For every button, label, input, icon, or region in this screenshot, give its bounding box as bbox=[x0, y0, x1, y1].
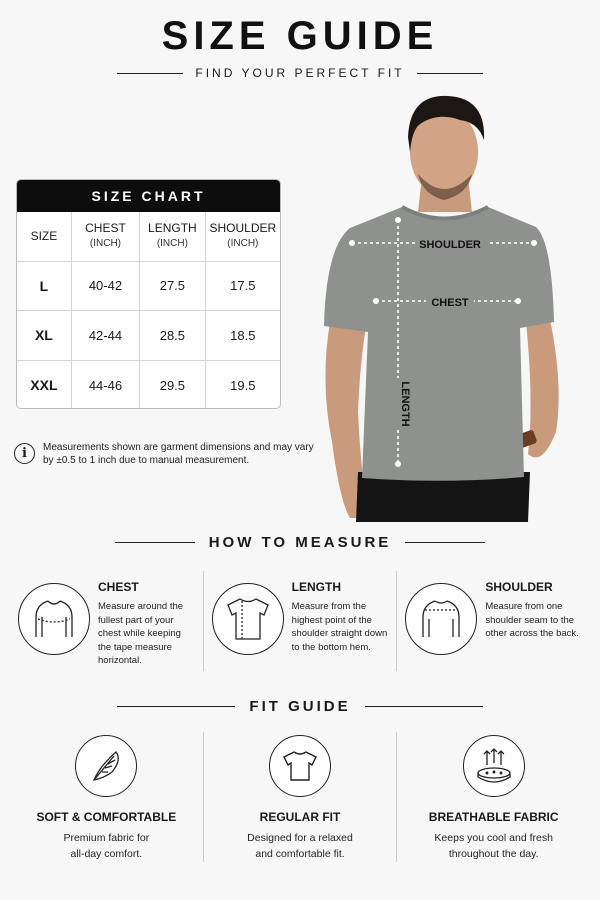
column-unit: (INCH) bbox=[227, 238, 259, 250]
model-illustration bbox=[310, 82, 580, 522]
fit-description bbox=[10, 830, 203, 862]
size-cell: L bbox=[17, 261, 71, 311]
column-header-length bbox=[140, 212, 206, 261]
feather-icon bbox=[75, 735, 137, 797]
divider-line bbox=[417, 73, 483, 74]
fit-title: REGULAR FIT bbox=[259, 810, 341, 824]
column-header-size bbox=[17, 212, 71, 261]
section-title: HOW TO MEASURE bbox=[208, 534, 392, 551]
fit-guide-heading bbox=[0, 698, 600, 715]
note-text: Measurements shown are garment dimensions and may vary by ±0.5 to 1 inch due to manual measurement. bbox=[43, 442, 314, 466]
table-row bbox=[17, 360, 280, 409]
size-table bbox=[17, 212, 280, 409]
divider-line bbox=[115, 542, 195, 543]
chest-label: CHEST bbox=[431, 297, 469, 309]
info-icon: i bbox=[14, 443, 35, 464]
length-cell: 29.5 bbox=[140, 360, 206, 409]
size-cell: XL bbox=[17, 311, 71, 361]
size-chart-title: SIZE CHART bbox=[17, 180, 280, 212]
length-label: LENGTH bbox=[399, 381, 411, 427]
fit-description bbox=[397, 830, 590, 862]
fit-description-line: Keeps you cool and fresh bbox=[434, 832, 553, 844]
column-label: SHOULDER bbox=[209, 221, 277, 236]
table-row bbox=[17, 311, 280, 361]
fit-guide-list bbox=[10, 732, 590, 862]
divider-line bbox=[365, 706, 483, 707]
section-title: FIT GUIDE bbox=[249, 698, 351, 715]
measure-title: CHEST bbox=[98, 580, 139, 594]
fit-description-line: Premium fabric for bbox=[63, 832, 150, 844]
shoulder-cell: 17.5 bbox=[205, 261, 280, 311]
shoulder-cell: 19.5 bbox=[230, 377, 256, 393]
column-header-chest bbox=[71, 212, 139, 261]
chest-cell: 40-42 bbox=[71, 261, 139, 311]
measure-description: Measure around the fullest part of your chest while keeping the tape measure horizontal. bbox=[98, 601, 184, 666]
how-to-measure-list bbox=[10, 571, 590, 671]
fit-description-line: throughout the day. bbox=[448, 848, 539, 860]
length-cell: 28.5 bbox=[140, 311, 206, 361]
shoulder-measure-icon bbox=[405, 583, 477, 655]
size-chart bbox=[16, 179, 281, 409]
length-measure-icon bbox=[212, 583, 284, 655]
column-label: CHEST bbox=[85, 221, 126, 236]
page-subtitle: FIND YOUR PERFECT FIT bbox=[195, 66, 405, 80]
breathable-fabric-icon bbox=[463, 735, 525, 797]
divider-line bbox=[405, 542, 485, 543]
divider-line bbox=[117, 706, 235, 707]
column-unit: (INCH) bbox=[89, 238, 121, 250]
measure-item-length bbox=[203, 571, 397, 671]
measure-title: LENGTH bbox=[291, 580, 342, 594]
length-cell: 27.5 bbox=[140, 261, 206, 311]
table-header-row bbox=[17, 212, 280, 261]
fit-item-soft bbox=[10, 732, 203, 862]
size-cell: XXL bbox=[17, 360, 71, 409]
page-title: SIZE GUIDE bbox=[161, 14, 439, 58]
fit-description-line: all-day comfort. bbox=[70, 848, 143, 860]
measure-item-chest bbox=[10, 571, 203, 671]
fit-description bbox=[204, 830, 397, 862]
column-header-shoulder bbox=[205, 212, 280, 261]
shoulder-cell: 18.5 bbox=[205, 311, 280, 361]
column-label: LENGTH bbox=[148, 221, 197, 236]
column-label: SIZE bbox=[30, 228, 58, 243]
measure-item-shoulder bbox=[396, 571, 590, 671]
how-to-measure-heading bbox=[0, 534, 600, 551]
fit-title: SOFT & COMFORTABLE bbox=[36, 810, 177, 824]
fit-description-line: and comfortable fit. bbox=[255, 848, 345, 860]
shoulder-label: SHOULDER bbox=[419, 239, 481, 251]
fit-title: BREATHABLE FABRIC bbox=[428, 810, 559, 824]
chest-measure-icon bbox=[18, 583, 90, 655]
divider-line bbox=[117, 73, 183, 74]
fit-description-line: Designed for a relaxed bbox=[247, 832, 353, 844]
fit-item-regular bbox=[203, 732, 397, 862]
column-unit: (INCH) bbox=[156, 238, 188, 250]
measure-title: SHOULDER bbox=[485, 580, 553, 594]
chest-cell: 44-46 bbox=[71, 360, 139, 409]
measurement-note bbox=[14, 441, 314, 467]
chest-cell: 42-44 bbox=[71, 311, 139, 361]
measure-description: Measure from the highest point of the shoulder straight down to the bottom hem. bbox=[291, 601, 388, 653]
subtitle-row bbox=[0, 66, 600, 80]
fit-item-breathable bbox=[396, 732, 590, 862]
tshirt-icon bbox=[269, 735, 331, 797]
measure-description: Measure from one shoulder seam to the other across the back. bbox=[485, 601, 579, 639]
table-row bbox=[17, 261, 280, 311]
